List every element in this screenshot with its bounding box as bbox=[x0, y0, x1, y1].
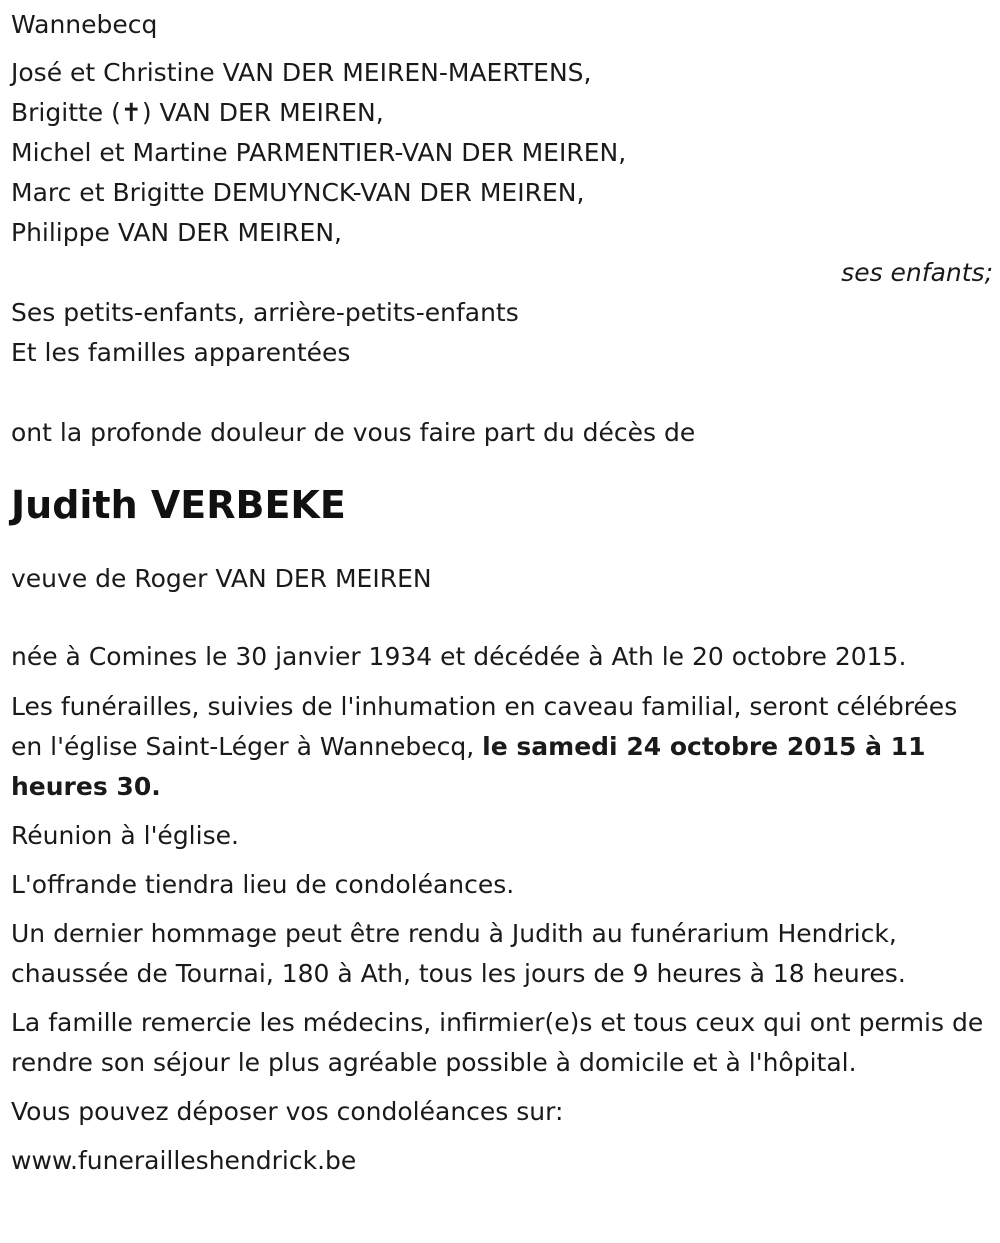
child-entry: Marc et Brigitte DEMUYNCK-VAN DER MEIREN, bbox=[11, 178, 585, 207]
funeral-lead: Les funérailles, suivies de l'inhumation en caveau familial, seront célébrées en l'église Saint-Léger à Wannebecq, bbox=[11, 692, 958, 761]
website-link[interactable]: www.funerailleshendrick.be bbox=[11, 1146, 357, 1175]
birth-death-dates: née à Comines le 30 janvier 1934 et décédée à Ath le 20 octobre 2015. bbox=[11, 642, 907, 671]
children-label: ses enfants; bbox=[841, 258, 993, 287]
child-entry: Brigitte (✝) VAN DER MEIREN, bbox=[11, 98, 384, 127]
child-entry: Philippe VAN DER MEIREN, bbox=[11, 218, 342, 247]
funeral-details bbox=[11, 687, 993, 807]
child-entry: José et Christine VAN DER MEIREN-MAERTENS, bbox=[11, 58, 592, 87]
offering-text: L'offrande tiendra lieu de condoléances. bbox=[11, 870, 515, 899]
intro-text: ont la profonde douleur de vous faire part du décès de bbox=[11, 418, 696, 447]
thanks-text: La famille remercie les médecins, infirmier(e)s et tous ceux qui ont permis de rendre son séjour le plus agréable possible à domicile et à l'hôpital. bbox=[11, 1008, 984, 1077]
widow-of: veuve de Roger VAN DER MEIREN bbox=[11, 564, 432, 593]
location: Wannebecq bbox=[11, 10, 158, 39]
child-entry: Michel et Martine PARMENTIER-VAN DER MEIREN, bbox=[11, 138, 627, 167]
obituary-notice bbox=[11, 5, 993, 1190]
family-entry: Et les familles apparentées bbox=[11, 338, 351, 367]
tribute-text: Un dernier hommage peut être rendu à Judith au funérarium Hendrick, chaussée de Tournai, 180 à Ath, tous les jours de 9 heures à 18 heures. bbox=[11, 919, 906, 988]
children-list bbox=[11, 53, 993, 291]
deceased-name: Judith VERBEKE bbox=[11, 483, 346, 527]
meeting-text: Réunion à l'église. bbox=[11, 821, 239, 850]
family-list bbox=[11, 293, 993, 373]
funeral-date: le samedi 24 octobre 2015 à 11 heures 30. bbox=[11, 732, 926, 801]
family-entry: Ses petits-enfants, arrière-petits-enfants bbox=[11, 298, 519, 327]
condolences-prompt: Vous pouvez déposer vos condoléances sur: bbox=[11, 1097, 564, 1126]
